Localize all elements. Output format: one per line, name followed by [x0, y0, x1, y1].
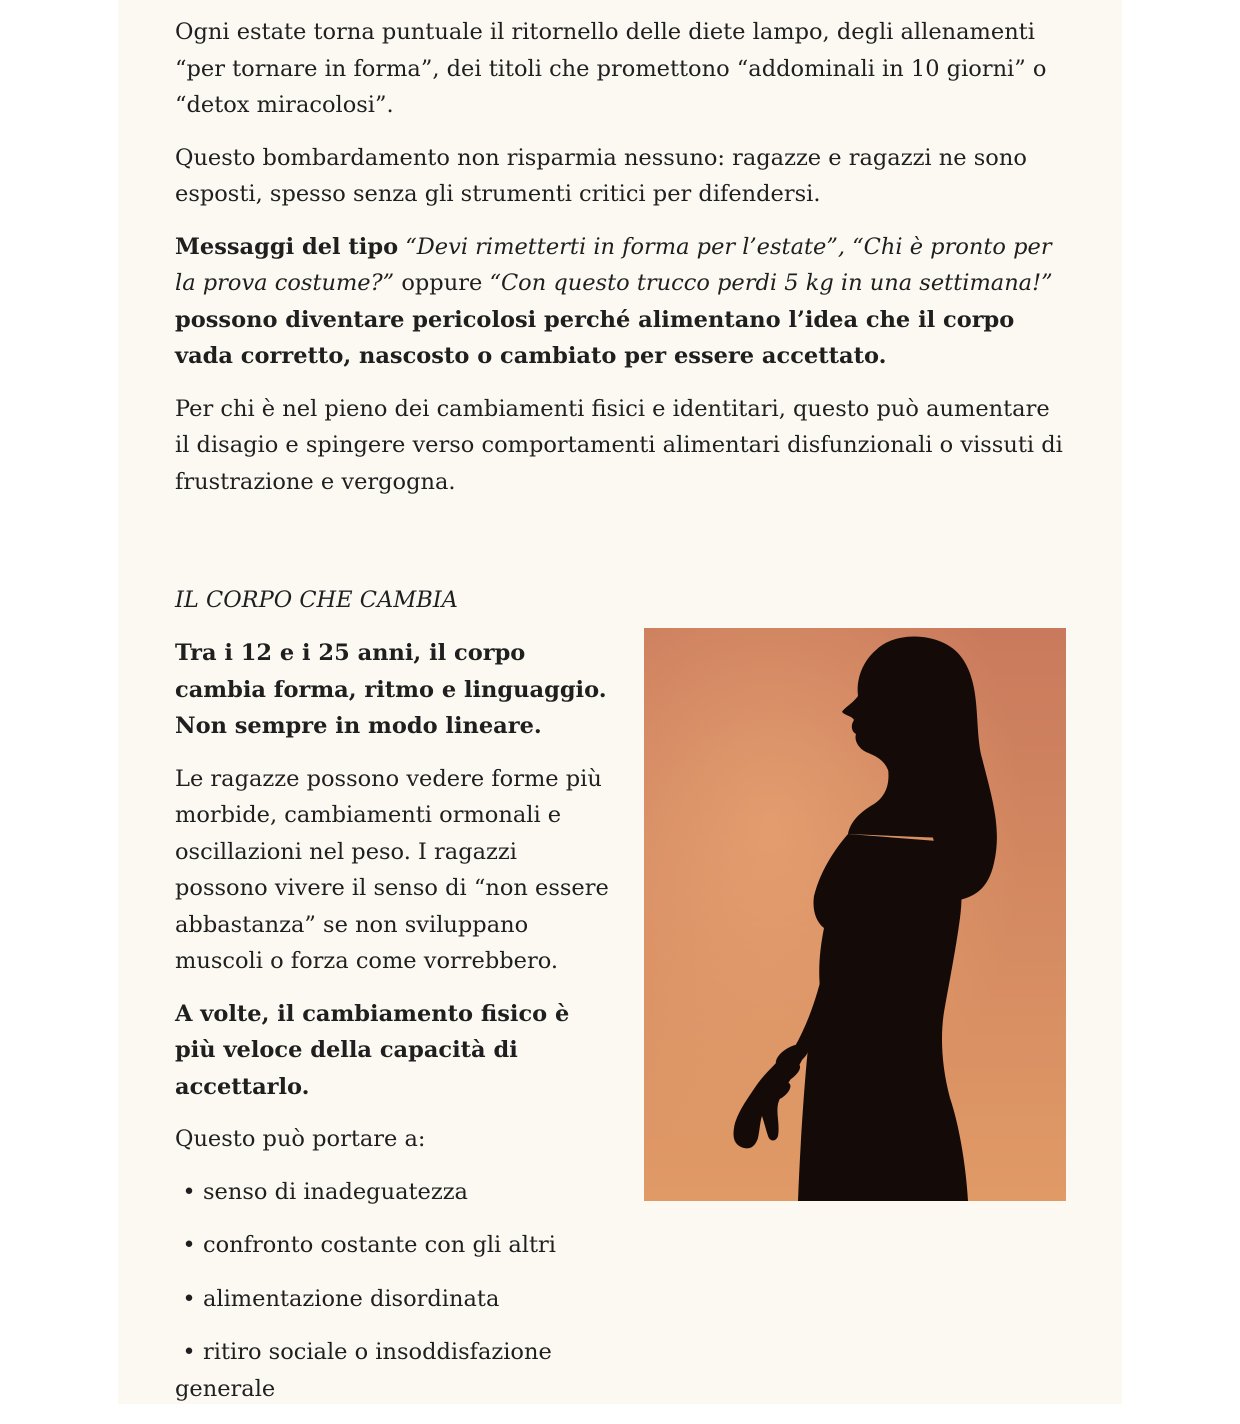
- quote-text-2: “Con questo trucco perdi 5 kg in una settimana!”: [489, 270, 1053, 296]
- silhouette-image: [644, 628, 1066, 1201]
- bullet-icon: •: [182, 1339, 196, 1365]
- list-item: [175, 1174, 615, 1211]
- intro-paragraph-1: Ogni estate torna puntuale il ritornello delle diete lampo, degli allenamenti “per tornare in forma”, dei titoli che promettono “addominali in 10 giorni” o “detox miracolosi”.: [175, 19, 1047, 118]
- list-item: [175, 1281, 615, 1318]
- intro-paragraph-4: Per chi è nel pieno dei cambiamenti fisici e identitari, questo può aumentare il disagio e spingere verso comportamenti alimentari disfunzionali o vissuti di frustrazione e vergogna.: [175, 395, 1063, 495]
- silhouette-photo: [644, 628, 1066, 1201]
- intro-paragraph-3: [175, 229, 1065, 375]
- tail-bold-text: possono diventare pericolosi perché alimentano l’idea che il corpo vada corretto, nascosto o cambiato per essere accettato.: [175, 306, 1015, 369]
- list-item: [175, 1227, 615, 1264]
- list-item-text: ritiro sociale o insoddisfazione generale: [175, 1339, 552, 1402]
- section-title: IL CORPO CHE CAMBIA: [175, 587, 458, 613]
- quote-text-1: “Devi rimetterti in forma per l’estate”, “Chi è pronto per la prova costume?”: [175, 233, 1052, 296]
- list-item: [175, 1334, 615, 1407]
- intro-text: [175, 14, 1065, 516]
- intro-paragraph-2: Questo bombardamento non risparmia nessuno: ragazze e ragazzi ne sono esposti, spesso senza gli strumenti critici per difendersi.: [175, 144, 1027, 207]
- list-item-text: confronto costante con gli altri: [203, 1232, 556, 1258]
- consequences-list: [175, 1174, 615, 1408]
- connector-text: oppure: [401, 270, 483, 296]
- section-text-column: [175, 635, 615, 1424]
- list-item-text: senso di inadeguatezza: [203, 1178, 468, 1205]
- section-lead: Tra i 12 e i 25 anni, il corpo cambia forma, ritmo e linguaggio. Non sempre in modo lineare.: [175, 640, 607, 739]
- section-paragraph-3: Questo può portare a:: [175, 1126, 426, 1152]
- section-paragraph-1: Le ragazze possono vedere forme più morbide, cambiamenti ormonali e oscillazioni nel peso. I ragazzi possono vivere il senso di “non essere abbastanza” se non sviluppano muscoli o forza come vorrebbero.: [175, 765, 609, 974]
- lead-bold-text: Messaggi del tipo: [175, 233, 399, 260]
- bullet-icon: •: [182, 1285, 196, 1312]
- bullet-icon: •: [182, 1178, 196, 1205]
- list-item-text: alimentazione disordinata: [203, 1285, 500, 1312]
- document-page: [118, 0, 1122, 1404]
- section-paragraph-2: A volte, il cambiamento fisico è più veloce della capacità di accettarlo.: [175, 1000, 570, 1100]
- bullet-icon: •: [182, 1232, 196, 1258]
